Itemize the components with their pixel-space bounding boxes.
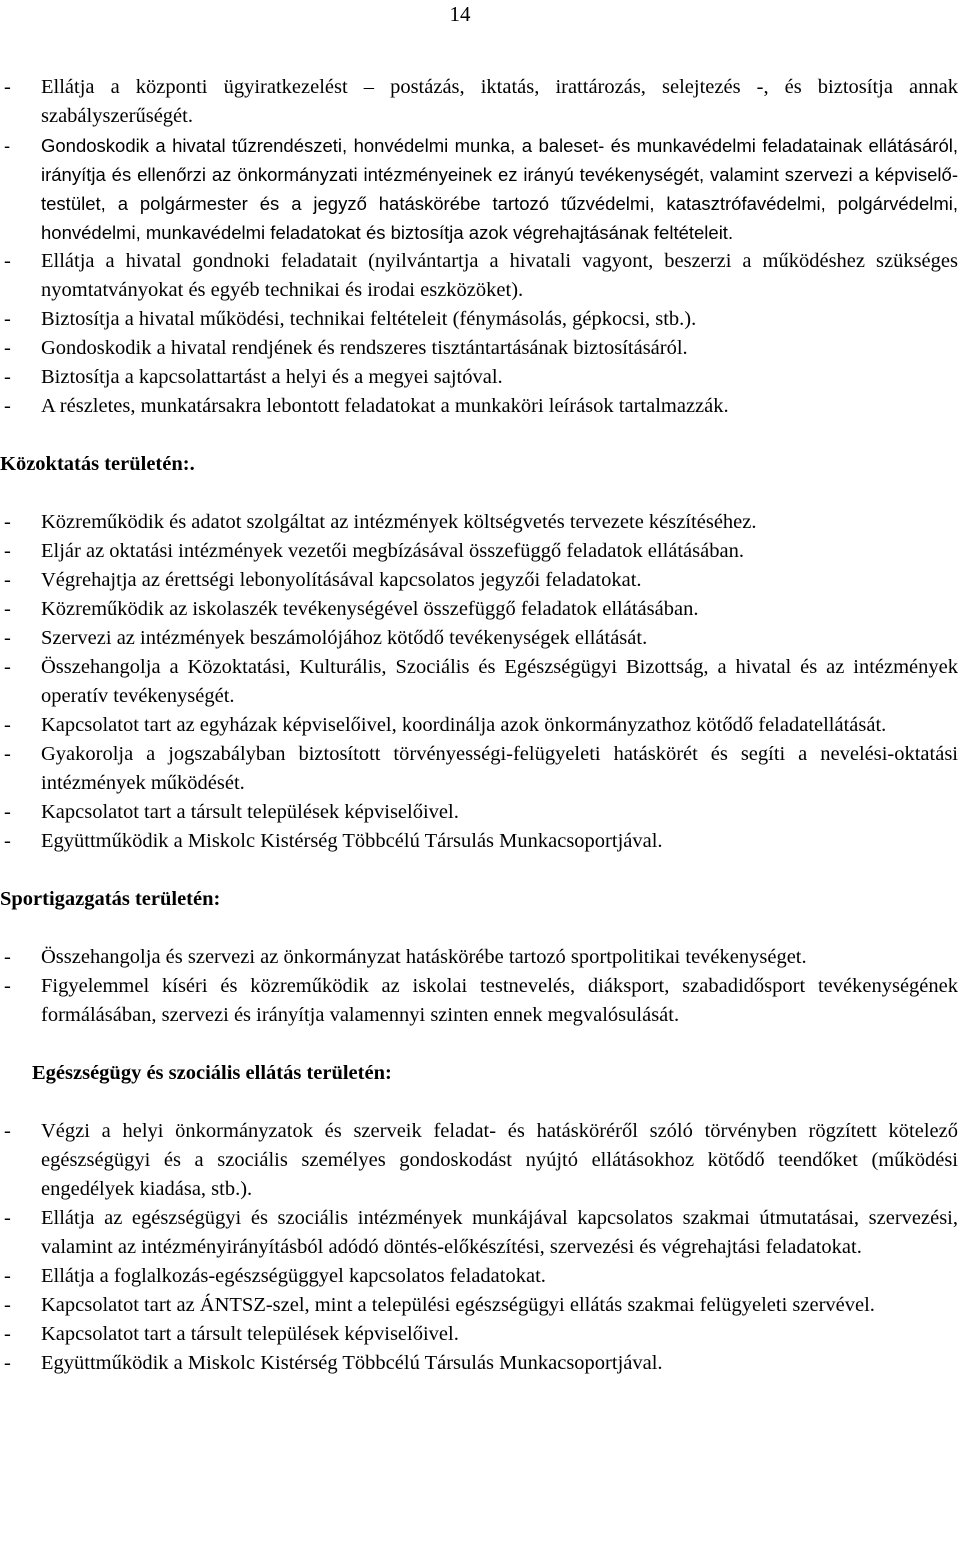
sport-list	[0, 943, 958, 1030]
section-heading-education: Közoktatás területén:.	[0, 453, 195, 475]
list-item: - Összehangolja a Közoktatási, Kulturális, Szociális és Egészségügyi Bizottság, a hivatal és az intézmények operatív tevékenységét.	[0, 653, 958, 711]
list-item: - Összehangolja és szervezi az önkormányzat hatáskörébe tartozó sportpolitikai tevékenységet.	[0, 943, 958, 972]
list-item: - Ellátja a központi ügyiratkezelést – postázás, iktatás, irattározás, selejtezés -, és biztosítja annak szabályszerűségét.	[0, 73, 958, 131]
list-item: - Biztosítja a kapcsolattartást a helyi és a megyei sajtóval.	[0, 363, 958, 392]
list-item: - Kapcsolatot tart az egyházak képviselőivel, koordinálja azok önkormányzathoz kötődő feladatellátását.	[0, 711, 958, 740]
list-item: - Együttműködik a Miskolc Kistérség Többcélú Társulás Munkacsoportjával.	[0, 1349, 958, 1378]
list-item: - Biztosítja a hivatal működési, technikai feltételeit (fénymásolás, gépkocsi, stb.).	[0, 305, 958, 334]
list-item: - Eljár az oktatási intézmények vezetői megbízásával összefüggő feladatok ellátásában.	[0, 537, 958, 566]
section-heading-sport: Sportigazgatás területén:	[0, 888, 221, 910]
list-item: - Közreműködik és adatot szolgáltat az intézmények költségvetés tervezete készítéséhez.	[0, 508, 958, 537]
list-item: - Gondoskodik a hivatal rendjének és rendszeres tisztántartásának biztosításáról.	[0, 334, 958, 363]
list-item: - Kapcsolatot tart a társult települések képviselőivel.	[0, 1320, 958, 1349]
intro-list	[0, 73, 958, 421]
list-item: - Ellátja az egészségügyi és szociális intézmények munkájával kapcsolatos szakmai útmutatásai, szervezési, valamint az intézményirányításból adódó döntés-előkészítési, szervezési és végrehajtási feladatokat.	[0, 1204, 958, 1262]
list-item: - Kapcsolatot tart a társult települések képviselőivel.	[0, 798, 958, 827]
list-item: - Gondoskodik a hivatal tűzrendészeti, honvédelmi munka, a baleset- és munkavédelmi feladatainak ellátásáról, irányítja és ellenőrzi az önkormányzati intézményeinek ez irányú tevékenységét, valamint szervezi a képviselő-testület, a polgármester és a jegyző hatáskörébe tartozó tűzvédelmi, katasztrófavédelmi, polgárvédelmi, honvédelmi, munkavédelmi feladatokat és biztosítja azok végrehajtásának feltételeit.	[0, 131, 958, 247]
document-body	[0, 73, 958, 1378]
list-item: - Együttműködik a Miskolc Kistérség Többcélú Társulás Munkacsoportjával.	[0, 827, 958, 856]
page-number: 14	[449, 2, 471, 26]
list-item: - Végzi a helyi önkormányzatok és szerveik feladat- és hatásköréről szóló törvényben rögzített kötelező egészségügyi és a szociális személyes gondoskodást nyújtó ellátásokhoz kötődő teendőket (működési engedélyek kiadása, stb.).	[0, 1117, 958, 1204]
health-list	[0, 1117, 958, 1378]
list-item: - Figyelemmel kíséri és közreműködik az iskolai testnevelés, diáksport, szabadidősport tevékenységének formálásában, szervezi és irányítja valamennyi szinten ennek megvalósulását.	[0, 972, 958, 1030]
list-item: - Szervezi az intézmények beszámolójához kötődő tevékenységek ellátását.	[0, 624, 958, 653]
list-item: - Közreműködik az iskolaszék tevékenységével összefüggő feladatok ellátásában.	[0, 595, 958, 624]
section-heading-health: Egészségügy és szociális ellátás területén:	[32, 1062, 392, 1084]
list-item: - Gyakorolja a jogszabályban biztosított törvényességi-felügyeleti hatáskörét és segíti a nevelési-oktatási intézmények működését.	[0, 740, 958, 798]
list-item: - Végrehajtja az érettségi lebonyolításával kapcsolatos jegyzői feladatokat.	[0, 566, 958, 595]
education-list	[0, 508, 958, 856]
list-item: - Ellátja a hivatal gondnoki feladatait (nyilvántartja a hivatali vagyont, beszerzi a működéshez szükséges nyomtatványokat és egyéb technikai és irodai eszközöket).	[0, 247, 958, 305]
list-item: - Ellátja a foglalkozás-egészségüggyel kapcsolatos feladatokat.	[0, 1262, 958, 1291]
list-item: - A részletes, munkatársakra lebontott feladatokat a munkaköri leírások tartalmazzák.	[0, 392, 958, 421]
list-item: - Kapcsolatot tart az ÁNTSZ-szel, mint a települési egészségügyi ellátás szakmai felügyeleti szervével.	[0, 1291, 958, 1320]
